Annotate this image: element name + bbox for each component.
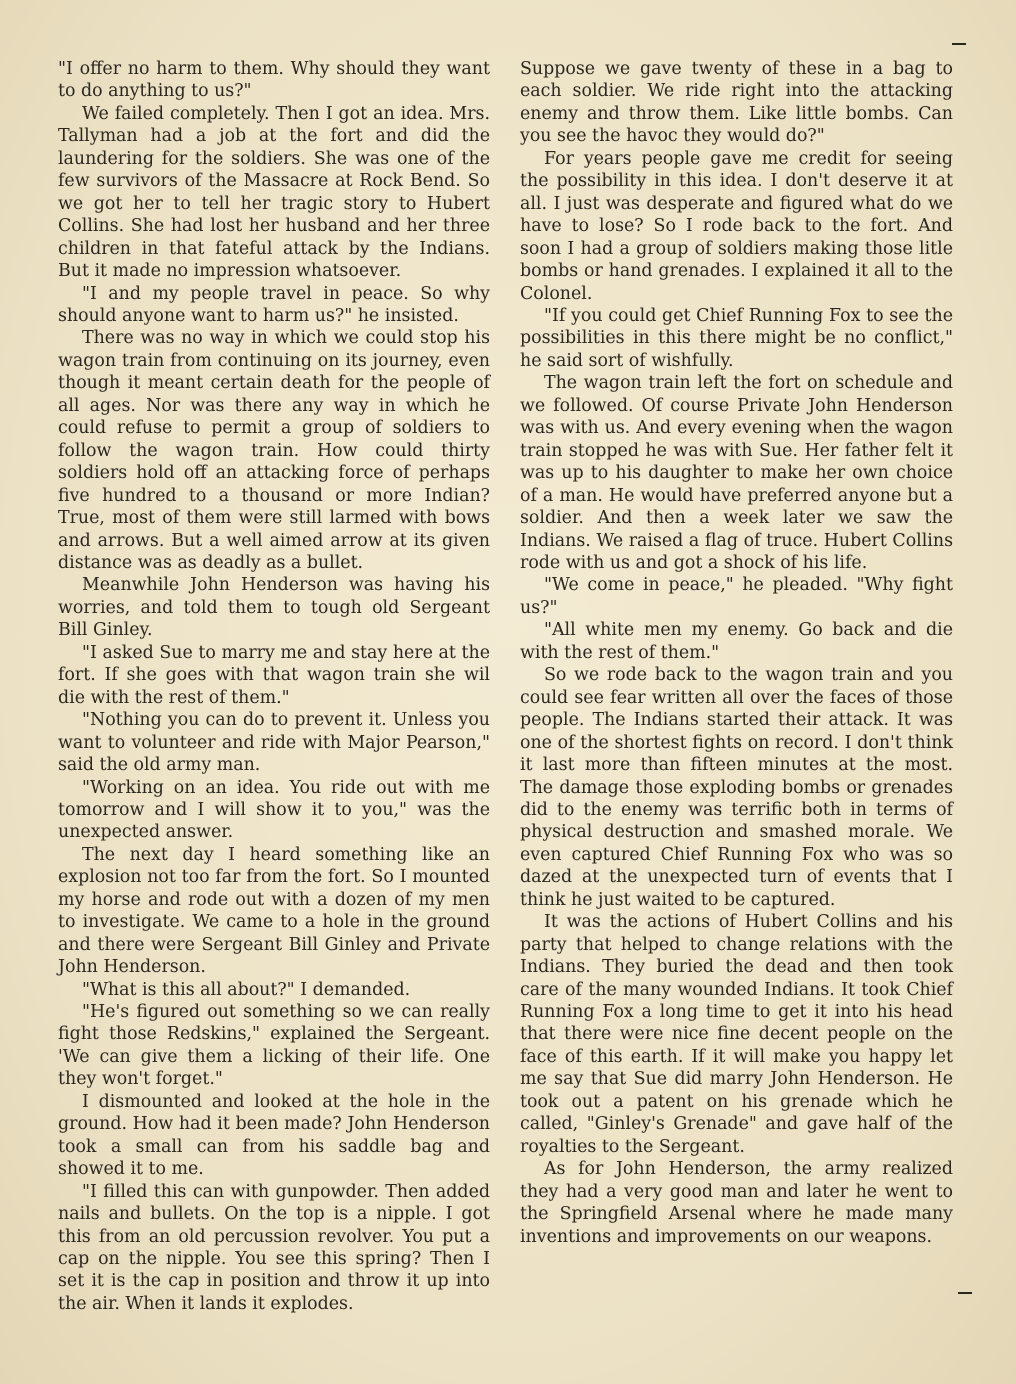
paragraph: As for John Henderson, the army realized they had a very good man and later he went to the Springfield Arsenal where he made many inventions and improvements on our weapons. (520, 1159, 953, 1247)
paragraph: Meanwhile John Henderson was having his worries, and told them to tough old Sergeant Bill Ginley. (58, 575, 490, 641)
paragraph: The wagon train left the fort on schedule and we followed. Of course Private John Henderson was with us. And every evening when the wagon train stopped he was with Sue. Her father felt it was up to his daughter to make her own choice of a man. He would have preferred anyone but a soldier. And then a week later we saw the Indians. We raised a flag of truce. Hubert Collins rode with us and got a shock of his life. (520, 373, 953, 573)
right-text-column (520, 58, 953, 1248)
paragraph: So we rode back to the wagon train and you could see fear written all over the faces of those people. The Indians started their attack. It was one of the shortest fights on record. I don't think it last more than fifteen minutes at the most. The damage those exploding bombs or grenades did to the enemy was terrific both in terms of physical destruction and smashed morale. We even captured Chief Running Fox who was so dazed at the unexpected turn of events that I think he just waited to be captured. (520, 665, 953, 910)
paragraph: "If you could get Chief Running Fox to see the possibilities in this there might be no conflict," he said sort of wishfully. (520, 305, 953, 371)
paragraph: There was no way in which we could stop his wagon train from continuing on its journey, even though it meant certain death for the people of all ages. Nor was there any way in which he could refuse to permit a group of soldiers to follow the wagon train. How could thirty soldiers hold off an attacking force of perhaps five hundred to a thousand or more Indian? True, most of them were still larmed with bows and arrows. But a well aimed arrow at its given distance was as deadly as a bullet. (58, 328, 490, 573)
paragraph: "I asked Sue to marry me and stay here at the fort. If she goes with that wagon train she wil die with the rest of them." (58, 642, 490, 708)
paragraph: "I and my people travel in peace. So why should anyone want to harm us?" he insisted. (58, 283, 490, 326)
paragraph: "I filled this can with gunpowder. Then added nails and bullets. On the top is a nipple. I got this from an old percussion revolver. You put a cap on the nipple. You see this spring? Then I set it is the cap in position and throw it up into the air. When it lands it explodes. (58, 1181, 490, 1314)
top-right-corner-mark (952, 43, 966, 45)
bottom-right-corner-mark (958, 1292, 972, 1294)
paragraph: It was the actions of Hubert Collins and his party that helped to change relations with the Indians. They buried the dead and then took care of the many wounded Indians. It took Chief Running Fox a long time to get it into his head that there were nice fine decent people on the face of this earth. If it will make you happy let me say that Sue did marry John Henderson. He took out a patent on his grenade which he called, "Ginley's Grenade" and gave half of the royalties to the Sergeant. (520, 912, 953, 1157)
paragraph: I dismounted and looked at the hole in the ground. How had it been made? John Henderson took a small can from his saddle bag and showed it to me. (58, 1091, 490, 1180)
paragraph: The next day I heard something like an explosion not too far from the fort. So I mounted my horse and rode out with a dozen of my men to investigate. We came to a hole in the ground and there were Sergeant Bill Ginley and Private John Henderson. (58, 844, 490, 978)
paragraph: We failed completely. Then I got an idea. Mrs. Tallyman had a job at the fort and did the laundering for the soldiers. She was one of the few survivors of the Massacre at Rock Bend. So we got her to tell her tragic story to Hubert Collins. She had lost her husband and her three children in that fateful attack by the Indians. But it made no impression whatsoever. (58, 103, 490, 282)
paragraph: "What is this all about?" I demanded. (82, 979, 411, 1000)
paragraph: Suppose we gave twenty of these in a bag to each soldier. We ride right into the attacking enemy and throw them. Like little bombs. Can you see the havoc they would do?" (520, 59, 953, 147)
left-text-column (58, 58, 490, 1315)
paragraph: "I offer no harm to them. Why should they want to do anything to us?" (58, 59, 490, 102)
paragraph: For years people gave me credit for seeing the possibility in this idea. I don't deserve it at all. I just was desperate and figured what do we have to lose? So I rode back to the fort. And soon I had a group of soldiers making those litle bombs or hand grenades. I explained it all to the Colonel. (520, 148, 953, 304)
paragraph: "We come in peace," he pleaded. "Why fight us?" (520, 575, 953, 618)
paragraph: "He's figured out something so we can really fight those Redskins," explained the Sergeant. 'We can give them a licking of their life. One they won't forget." (58, 1002, 490, 1090)
paragraph: "All white men my enemy. Go back and die with the rest of them." (520, 620, 953, 663)
paragraph: "Working on an idea. You ride out with me tomorrow and I will show it to you," was the unexpected answer. (58, 777, 490, 843)
paragraph: "Nothing you can do to prevent it. Unless you want to volunteer and ride with Major Pearson," said the old army man. (58, 710, 490, 776)
